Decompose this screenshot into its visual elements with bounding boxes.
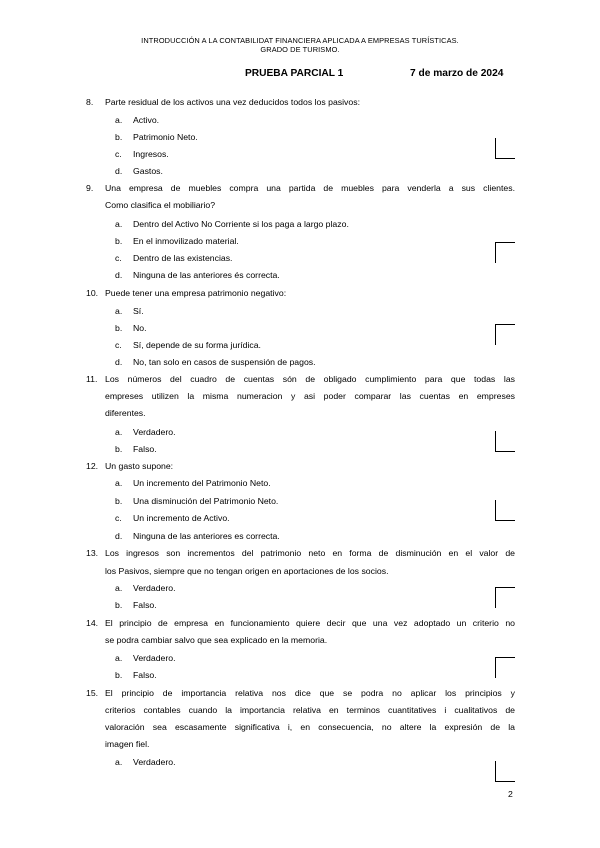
- option-letter: c.: [115, 513, 122, 523]
- option-text: Dentro del Activo No Corriente si los paga a largo plazo.: [133, 219, 349, 229]
- question-text-line: Una empresa de muebles compra una partida de muebles para venderla a sus clientes.: [105, 183, 515, 193]
- option-text: Gastos.: [133, 166, 163, 176]
- question-text-line: El principio de empresa en funcionamiento quiere decir que una vez adoptado un criterio no: [105, 618, 515, 628]
- option-text: Patrimonio Neto.: [133, 132, 198, 142]
- question-number: 10.: [86, 288, 99, 298]
- question-text-line: Parte residual de los activos una vez deducidos todos los pasivos:: [105, 97, 360, 107]
- question-text-line: valoración sea escasamente significativa i, en consecuencia, no altere la expresión de la: [105, 722, 515, 732]
- option-letter: a.: [115, 115, 123, 125]
- option-text: Activo.: [133, 115, 160, 125]
- option-letter: b.: [115, 323, 123, 333]
- question-text-line: Como clasifica el mobiliario?: [105, 200, 216, 210]
- option-letter: a.: [115, 306, 123, 316]
- option-text: Falso.: [133, 444, 157, 454]
- question-text-line: Puede tener una empresa patrimonio negativo:: [105, 288, 287, 298]
- option-letter: b.: [115, 132, 123, 142]
- answer-box-11[interactable]: [495, 431, 515, 452]
- option-letter: d.: [115, 270, 123, 280]
- question-text-line: Los números del cuadro de cuentas són de obligado cumplimiento para que todas las: [105, 374, 515, 384]
- option-text: Ingresos.: [133, 149, 169, 159]
- header-degree: GRADO DE TURISMO.: [260, 45, 340, 54]
- option-text: Falso.: [133, 670, 157, 680]
- question-number: 9.: [86, 183, 94, 193]
- option-text: Verdadero.: [133, 757, 176, 767]
- question-text-line: Un gasto supone:: [105, 461, 174, 471]
- question-number: 11.: [86, 374, 98, 384]
- answer-box-9[interactable]: [495, 242, 515, 263]
- question-number: 12.: [86, 461, 99, 471]
- option-letter: c.: [115, 340, 122, 350]
- answer-box-13[interactable]: [495, 587, 515, 608]
- option-text: Verdadero.: [133, 427, 176, 437]
- option-letter: a.: [115, 653, 123, 663]
- option-letter: b.: [115, 444, 123, 454]
- option-text: Verdadero.: [133, 583, 176, 593]
- answer-box-12[interactable]: [495, 500, 515, 521]
- answer-box-14[interactable]: [495, 657, 515, 678]
- question-text-line: diferentes.: [105, 408, 146, 418]
- question-text-line: empreses utilizen la misma numeracion y asi poder comparar las cuentas en empreses: [105, 391, 515, 401]
- option-letter: b.: [115, 600, 123, 610]
- answer-box-8[interactable]: [495, 138, 515, 159]
- question-number: 14.: [86, 618, 99, 628]
- header-course-title: INTRODUCCIÓN A LA CONTABILIDAT FINANCIERA APLICADA A EMPRESAS TURÍSTICAS.: [141, 36, 459, 45]
- question-text-line: se podra cambiar salvo que sea explicado en la memoria.: [105, 635, 328, 645]
- option-text: Dentro de las existencias.: [133, 253, 233, 263]
- answer-box-10[interactable]: [495, 324, 515, 345]
- option-text: Verdadero.: [133, 653, 176, 663]
- option-text: Falso.: [133, 600, 157, 610]
- option-letter: a.: [115, 478, 123, 488]
- option-text: No, tan solo en casos de suspensión de pagos.: [133, 357, 316, 367]
- option-letter: a.: [115, 219, 123, 229]
- question-text-line: imagen fiel.: [105, 739, 150, 749]
- option-text: Sí, depende de su forma jurídica.: [133, 340, 261, 350]
- option-letter: d.: [115, 357, 123, 367]
- question-number: 13.: [86, 548, 99, 558]
- option-letter: c.: [115, 149, 122, 159]
- question-text-line: los Pasivos, siempre que no tengan origen en aportaciones de los socios.: [105, 566, 389, 576]
- option-text: Un incremento del Patrimonio Neto.: [133, 478, 271, 488]
- option-text: Ninguna de las anteriores és correcta.: [133, 270, 280, 280]
- option-letter: a.: [115, 757, 123, 767]
- question-number: 8.: [86, 97, 94, 107]
- option-letter: b.: [115, 670, 123, 680]
- question-number: 15.: [86, 688, 99, 698]
- option-text: Un incremento de Activo.: [133, 513, 230, 523]
- question-text-line: criterios contables cuando la importancia relativa en terminos cuantitatives i cualitativos de: [105, 705, 515, 715]
- option-letter: b.: [115, 496, 123, 506]
- page-number: 2: [508, 789, 513, 799]
- option-letter: d.: [115, 531, 123, 541]
- question-text-line: Los ingresos son incrementos del patrimonio neto en forma de disminución en el valor de: [105, 548, 515, 558]
- option-text: Ninguna de las anteriores es correcta.: [133, 531, 280, 541]
- option-text: Sí.: [133, 306, 144, 316]
- option-letter: c.: [115, 253, 122, 263]
- option-text: Una disminución del Patrimonio Neto.: [133, 496, 279, 506]
- question-text-line: El principio de importancia relativa nos dice que se podra no aplicar los principios y: [105, 688, 515, 698]
- answer-box-15[interactable]: [495, 761, 515, 782]
- option-text: No.: [133, 323, 147, 333]
- option-letter: a.: [115, 427, 123, 437]
- option-letter: a.: [115, 583, 123, 593]
- option-letter: b.: [115, 236, 123, 246]
- option-text: En el inmovilizado material.: [133, 236, 239, 246]
- exam-date: 7 de marzo de 2024: [410, 68, 504, 79]
- exam-title: PRUEBA PARCIAL 1: [245, 68, 344, 79]
- option-letter: d.: [115, 166, 123, 176]
